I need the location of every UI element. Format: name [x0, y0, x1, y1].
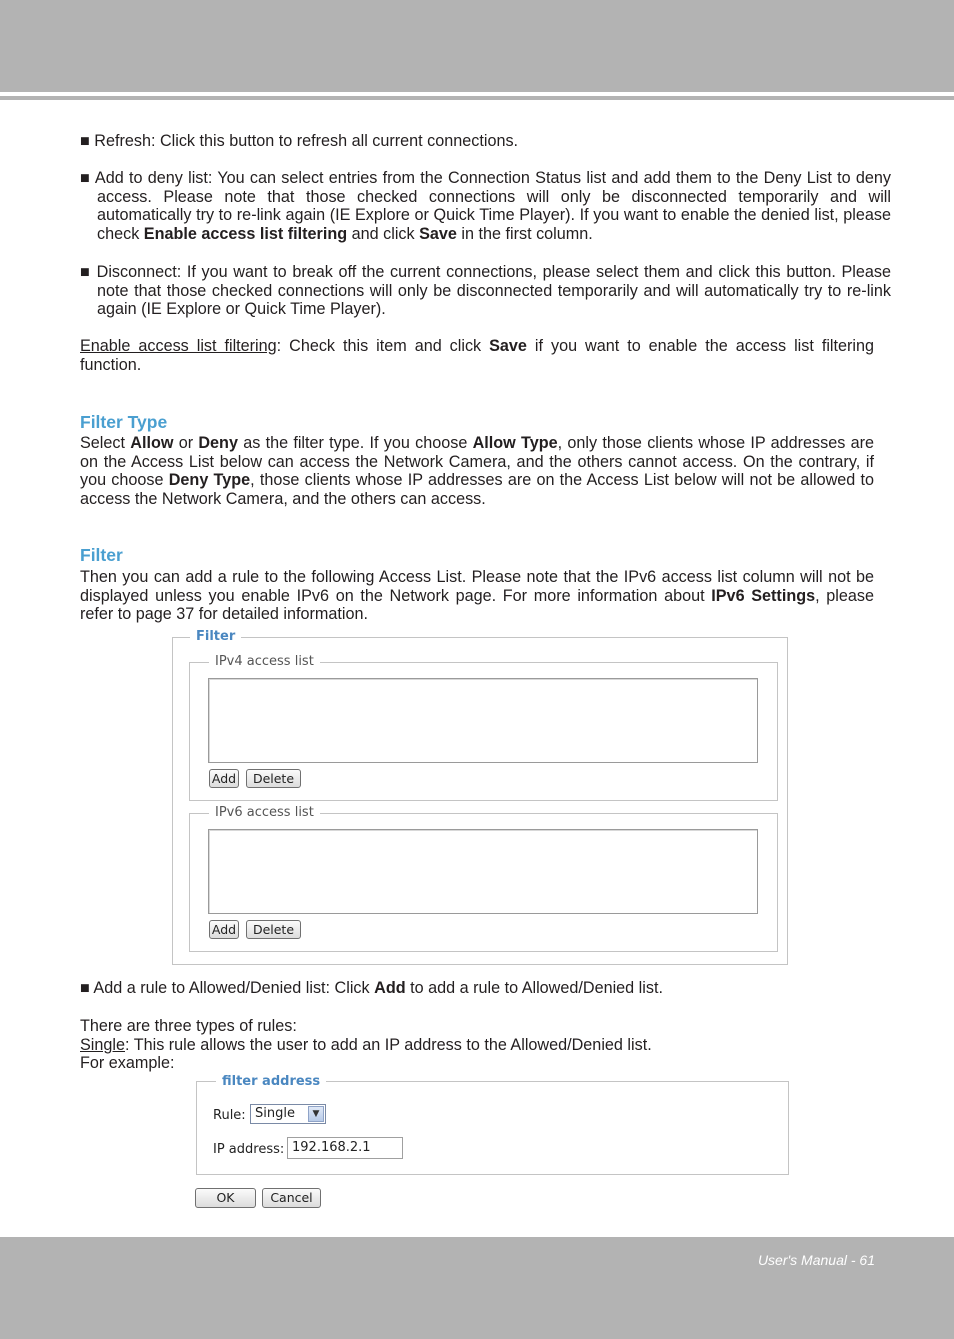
filter-address-fieldset	[196, 1081, 789, 1175]
filter-heading: Filter	[80, 545, 123, 565]
deny-list-bold-option: Enable access list filtering	[143, 224, 348, 243]
filter-address-legend: filter address	[216, 1074, 326, 1089]
deny-list-paragraph	[80, 169, 891, 243]
deny-list-text: in the first column.	[456, 224, 593, 243]
deny-list-bold-save: Save	[419, 224, 457, 243]
filter-type-bold: Allow	[130, 434, 174, 452]
add-rule-paragraph	[80, 979, 874, 998]
rules-intro: There are three types of rules:	[80, 1017, 297, 1035]
rule-select[interactable]	[250, 1104, 326, 1124]
bullet-icon: ■	[80, 169, 91, 187]
ip-address-label: IP address:	[213, 1142, 285, 1157]
disconnect-text: Disconnect: If you want to break off the current connections, please select them and click this button. Please note that those checked connections will only be disconnected temporarily and will automatically try to re-link again (IE Explore or Quick Time Player).	[96, 263, 891, 319]
ok-button[interactable]: OK	[195, 1188, 256, 1208]
enable-filtering-term: Enable access list filtering	[80, 337, 277, 355]
filter-paragraph	[80, 568, 874, 624]
filter-panel-screenshot	[166, 628, 792, 968]
filter-type-bold: Deny Type	[168, 471, 251, 490]
ipv6-access-listbox[interactable]	[208, 829, 758, 914]
filter-type-bold: Deny	[198, 434, 238, 452]
enable-filtering-text: : Check this item and click	[276, 337, 490, 355]
rule-select-value: Single	[255, 1106, 295, 1121]
header-band	[0, 0, 954, 92]
ipv4-legend: IPv4 access list	[209, 654, 320, 669]
bullet-icon: ■	[80, 132, 90, 150]
rule-label: Rule:	[213, 1108, 246, 1123]
filter-bold-ipv6: IPv6 Settings	[711, 586, 816, 605]
ipv4-access-listbox[interactable]	[208, 678, 758, 763]
filter-text: , please refer to page 37 for detailed information.	[80, 586, 874, 624]
ipv4-add-button[interactable]: Add	[209, 769, 239, 788]
bullet-icon: ■	[80, 979, 90, 997]
chevron-down-icon[interactable]: ▼	[308, 1106, 324, 1122]
filter-type-text: or	[173, 434, 199, 452]
header-rule	[0, 96, 954, 100]
filter-text: Then you can add a rule to the following Access List. Please note that the IPv6 access list column will not be displayed unless you enable IPv6 on the Network page. For more information about	[80, 568, 874, 605]
enable-filtering-paragraph	[80, 337, 874, 374]
add-rule-text: to add a rule to Allowed/Denied list.	[405, 979, 663, 997]
ipv4-delete-button[interactable]: Delete	[246, 769, 301, 788]
add-rule-text: Add a rule to Allowed/Denied list: Click	[93, 979, 375, 997]
filter-type-bold: Allow Type	[472, 434, 558, 452]
enable-filtering-bold-save: Save	[489, 337, 527, 355]
ipv6-add-button[interactable]: Add	[209, 920, 239, 939]
enable-filtering-text: if you want to enable the access list filtering function.	[80, 337, 875, 374]
bullet-icon: ■	[80, 263, 91, 281]
ip-address-input[interactable]: 192.168.2.1	[287, 1137, 403, 1159]
page-number-label: User's Manual - 61	[757, 1252, 875, 1268]
filter-type-paragraph	[80, 434, 874, 508]
refresh-text: Refresh: Click this button to refresh all current connections.	[94, 132, 519, 150]
filter-type-text: , only those clients whose IP addresses are on the Access List below can access the Network Camera, and the others cannot access. On the contrary, if you choose	[80, 434, 874, 490]
rules-single-paragraph	[80, 1036, 874, 1055]
add-rule-bold-add: Add	[374, 979, 406, 997]
rules-single-term: Single	[80, 1036, 125, 1054]
filter-type-heading: Filter Type	[80, 412, 168, 432]
ipv6-delete-button[interactable]: Delete	[246, 920, 301, 939]
rules-single-text: : This rule allows the user to add an IP address to the Allowed/Denied list.	[125, 1036, 652, 1054]
cancel-button[interactable]: Cancel	[262, 1188, 321, 1208]
disconnect-paragraph	[80, 263, 891, 319]
deny-list-text: and click	[347, 224, 420, 243]
filter-type-text: , those clients whose IP addresses are on the Access List below will not be allowed to access the Network Camera, and the others can access.	[80, 471, 874, 508]
deny-list-text: Add to deny list: You can select entries from the Connection Status list and add them to the Deny List to deny access. Please note that those checked connections will only be disconnected temporarily and will automatically try to re-link again (IE Explore or Quick Time Player). If you want to enable the denied list, please check	[94, 169, 892, 243]
filter-type-text: as the filter type. If you choose	[237, 434, 473, 452]
refresh-paragraph	[80, 132, 874, 151]
rules-example-label: For example:	[80, 1054, 175, 1072]
filter-legend: Filter	[190, 629, 241, 644]
ipv6-legend: IPv6 access list	[209, 805, 320, 820]
filter-address-screenshot	[190, 1072, 792, 1212]
filter-type-text: Select	[80, 434, 131, 452]
